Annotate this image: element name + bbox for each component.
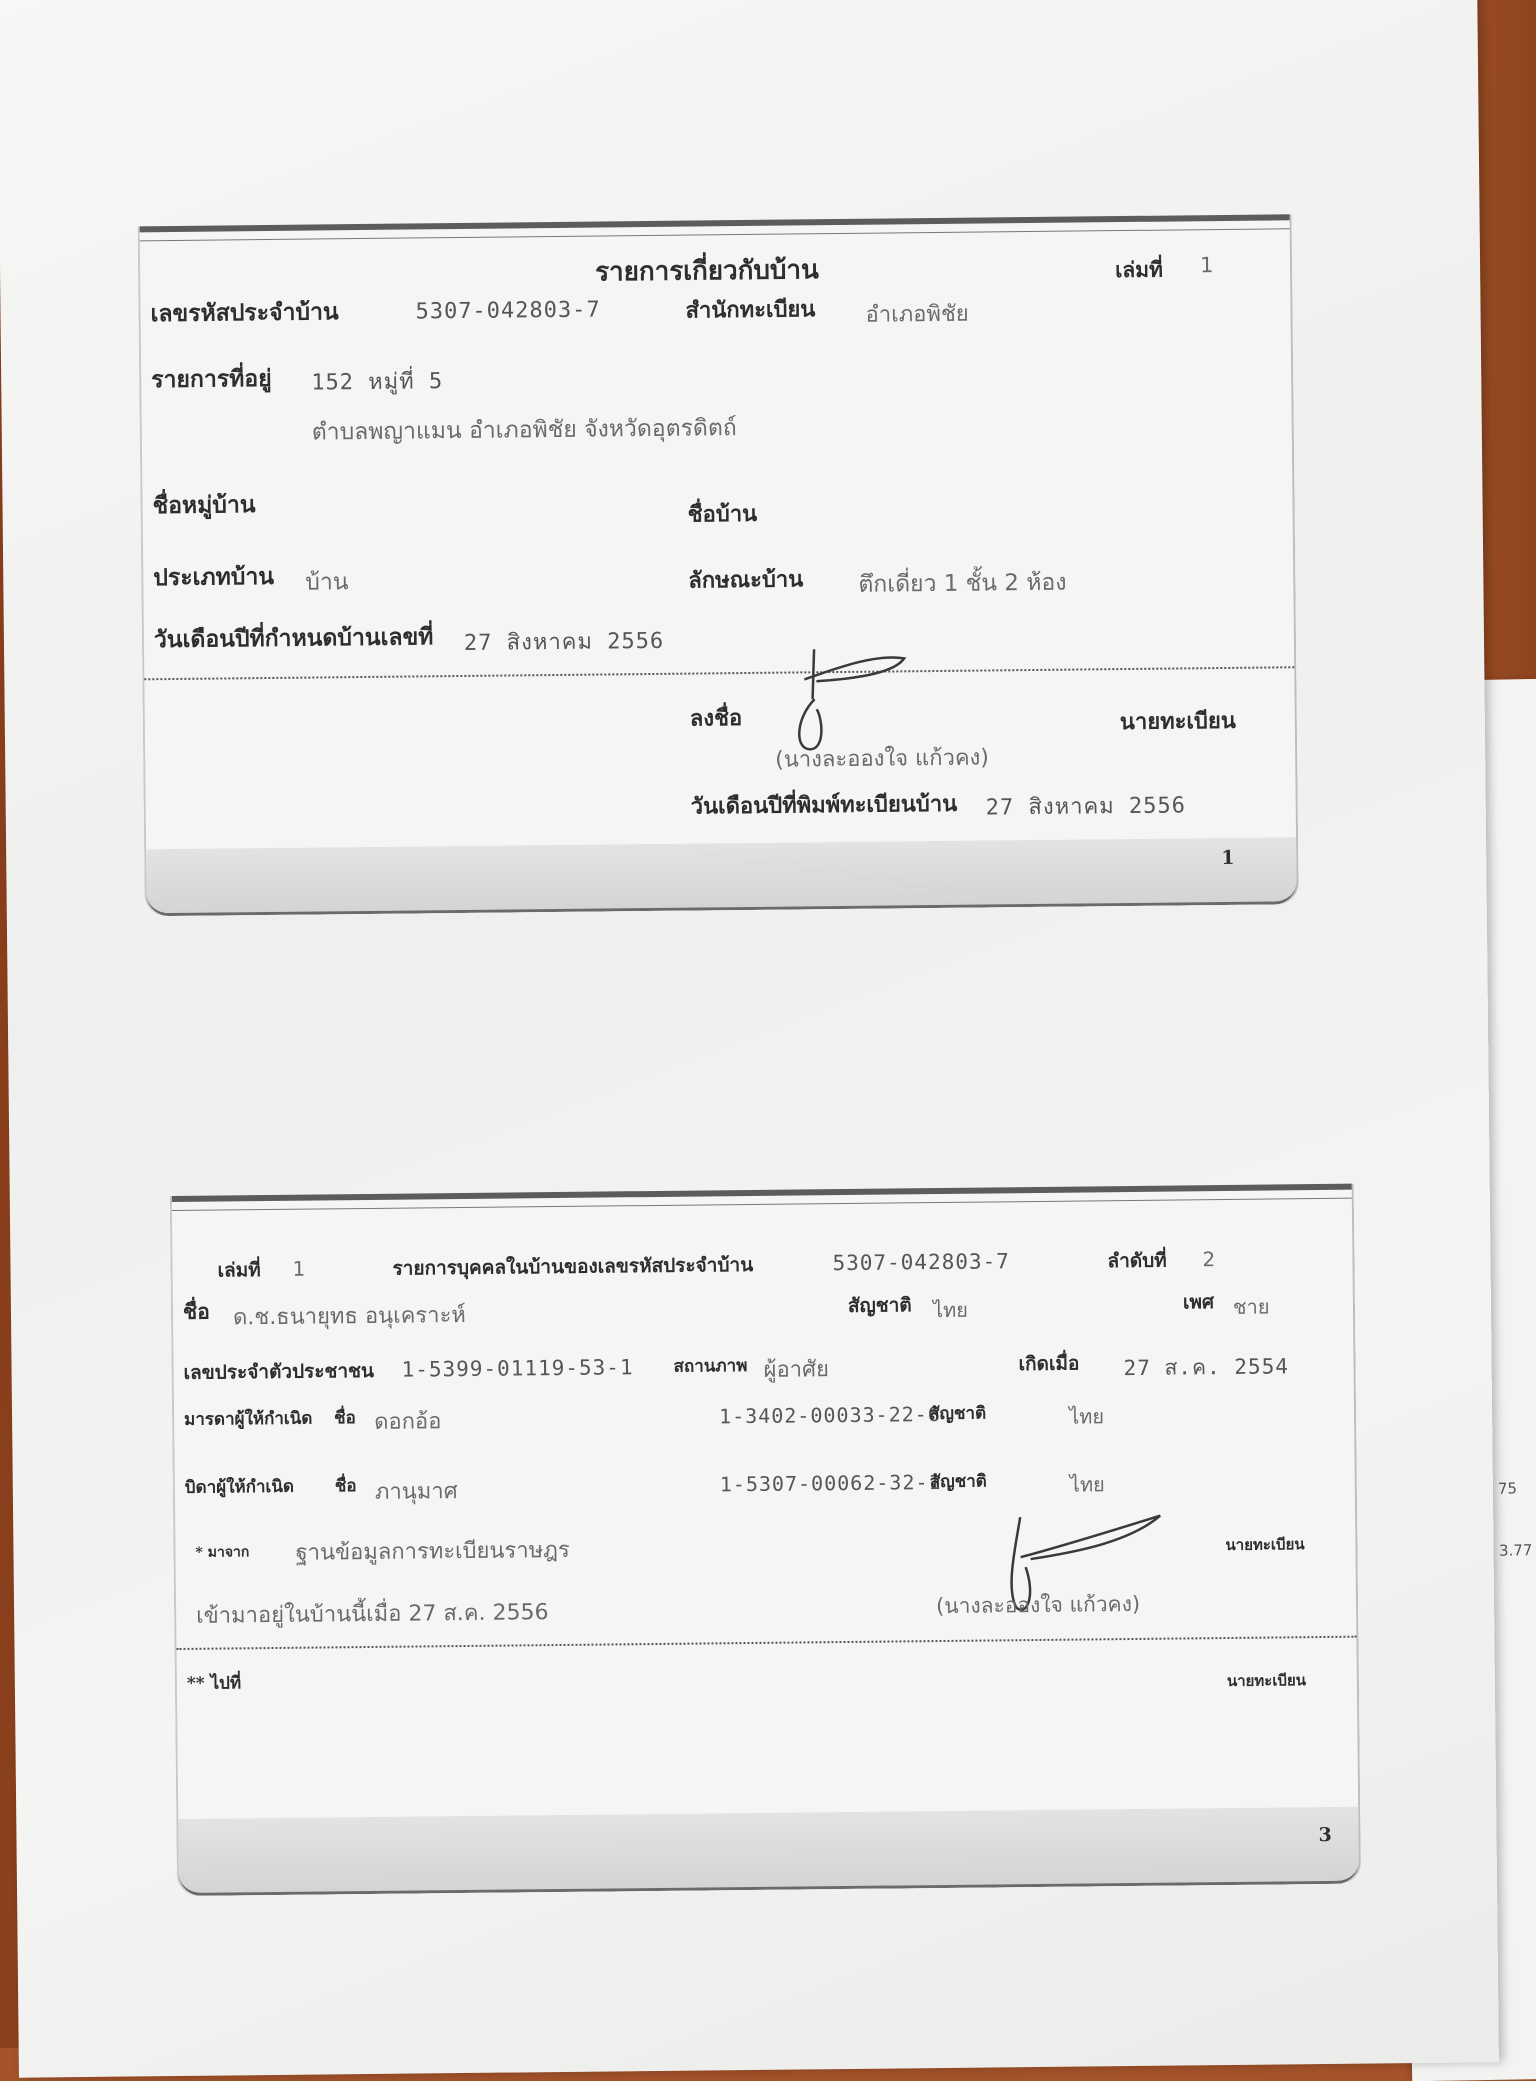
father-name-value: ภานุมาศ xyxy=(374,1479,458,1505)
registrar-label: นายทะเบียน xyxy=(1119,707,1236,736)
sex-value: ชาย xyxy=(1232,1294,1270,1319)
house-type-label: ประเภทบ้าน xyxy=(153,562,275,592)
id-label: เลขประจำตัวประชาชน xyxy=(183,1359,375,1384)
assigned-date-label: วันเดือนปีที่กำหนดบ้านเลขที่ xyxy=(153,623,434,654)
father-nationality-value: ไทย xyxy=(1069,1472,1105,1497)
house-code-value: 5307-042803-7 xyxy=(415,297,601,325)
mother-name-label: ชื่อ xyxy=(333,1408,356,1429)
registry-office-value: อำเภอพิชัย xyxy=(865,301,969,328)
registrar-label-top: นายทะเบียน xyxy=(1225,1535,1305,1555)
house-code-label: เลขรหัสประจำบ้าน xyxy=(150,298,339,328)
card-title: รายการบุคคลในบ้านของเลขรหัสประจำบ้าน xyxy=(392,1253,754,1280)
registrar-label-bottom: นายทะเบียน xyxy=(1226,1671,1307,1691)
born-value: 27 ส.ค. 2554 xyxy=(1123,1354,1290,1381)
book-value: 1 xyxy=(292,1256,306,1281)
page-number: 1 xyxy=(1221,846,1235,870)
id-value: 1-5399-01119-53-1 xyxy=(401,1355,634,1382)
nationality-label: สัญชาติ xyxy=(847,1294,912,1317)
book-label: เล่มที่ xyxy=(1114,256,1163,283)
house-style-value: ตึกเดี่ยว 1 ชั้น 2 ห้อง xyxy=(858,569,1067,598)
house-details-card xyxy=(138,214,1299,916)
address-line-2: ตำบลพญาแมน อำเภอพิชัย จังหวัดอุตรดิตถ์ xyxy=(311,415,737,446)
separator-dotted-line xyxy=(176,1636,1356,1650)
nationality-value: ไทย xyxy=(932,1297,969,1323)
house-code-value: 5307-042803-7 xyxy=(832,1249,1010,1276)
assigned-date-value: 27 สิงหาคม 2556 xyxy=(463,628,665,656)
born-label: เกิดเมื่อ xyxy=(1018,1352,1080,1376)
page-number: 3 xyxy=(1318,1823,1332,1847)
print-date-value: 27 สิงหาคม 2556 xyxy=(985,793,1187,821)
order-label: ลำดับที่ xyxy=(1107,1249,1167,1273)
book-label: เล่มที่ xyxy=(217,1259,261,1282)
name-label: ชื่อ xyxy=(182,1298,210,1324)
moved-in-text: เข้ามาอยู่ในบ้านนี้เมื่อ 27 ส.ค. 2556 xyxy=(196,1600,549,1629)
house-name-label: ชื่อบ้าน xyxy=(687,500,758,528)
book-value: 1 xyxy=(1199,253,1214,278)
from-label: * มาจาก xyxy=(195,1544,250,1561)
name-value: ด.ช.ธนายุทธ อนุเคราะห์ xyxy=(232,1302,466,1331)
house-style-label: ลักษณะบ้าน xyxy=(688,566,804,594)
father-name-label: ชื่อ xyxy=(334,1476,357,1497)
to-label: ** ไปที่ xyxy=(186,1673,242,1694)
order-value: 2 xyxy=(1202,1247,1216,1272)
registry-office-label: สำนักทะเบียน xyxy=(685,296,816,324)
mother-label: มารดาผู้ให้กำเนิด xyxy=(183,1408,313,1430)
mother-id-value: 1-3402-00033-22-6 xyxy=(718,1402,941,1429)
status-label: สถานภาพ xyxy=(673,1356,748,1377)
mother-nationality-label: สัญชาติ xyxy=(928,1403,987,1425)
registrar-name: (นางละอองใจ แก้วคง) xyxy=(775,745,990,773)
card-bottom-band xyxy=(178,1807,1359,1896)
registrar-name: (นางละอองใจ แก้วคง) xyxy=(935,1591,1141,1619)
village-name-label: ชื่อหมู่บ้าน xyxy=(152,491,256,520)
back-sheet-fragment-2: 3.77 xyxy=(1498,1541,1533,1560)
father-id-value: 1-5307-00062-32-1 xyxy=(719,1469,942,1497)
address-label: รายการที่อยู่ xyxy=(151,364,272,394)
sex-label: เพศ xyxy=(1182,1291,1215,1314)
separator-dotted-line xyxy=(144,666,1294,680)
from-value: ฐานข้อมูลการทะเบียนราษฎร xyxy=(295,1537,570,1566)
back-sheet-fragment-1: 75 xyxy=(1497,1479,1518,1498)
person-details-card xyxy=(170,1184,1361,1896)
status-value: ผู้อาศัย xyxy=(763,1357,830,1383)
print-date-label: วันเดือนปีที่พิมพ์ทะเบียนบ้าน xyxy=(690,790,958,820)
house-type-value: บ้าน xyxy=(305,569,349,596)
father-label: บิดาผู้ให้กำเนิด xyxy=(184,1476,295,1498)
mother-name-value: ดอกอ้อ xyxy=(374,1409,442,1435)
father-nationality-label: สัญชาติ xyxy=(929,1471,987,1493)
card-title: รายการเกี่ยวกับบ้าน xyxy=(594,255,819,288)
sign-label: ลงชื่อ xyxy=(689,705,743,732)
mother-nationality-value: ไทย xyxy=(1068,1404,1105,1429)
address-line-1: 152 หมู่ที่ 5 xyxy=(311,369,444,396)
card-bottom-band xyxy=(146,837,1297,916)
